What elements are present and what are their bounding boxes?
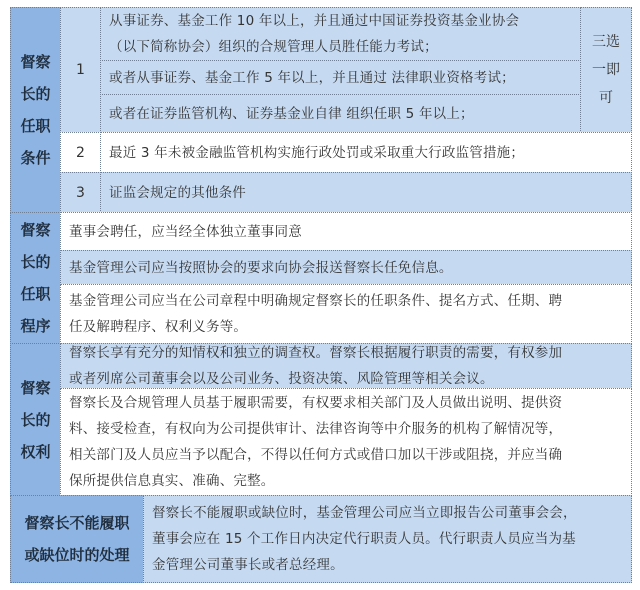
text-line: 从事证券、基金工作 10 年以上，并且通过中国证券投资基金业协会 [109, 13, 520, 29]
header-line: 督察 [20, 53, 51, 71]
text-line: 董事会应在 15 个工作日内决定代行职责人员。代行职责人员应当为基 [152, 531, 576, 547]
header-line: 条件 [20, 149, 51, 167]
note-line: 可 [599, 90, 613, 106]
text-line: 或者从事证券、基金工作 5 年以上，并且通过 法律职业资格考试； [109, 69, 515, 86]
text-line: 督察长不能履职或缺位时，基金管理公司应当立即报告公司董事会会， [152, 505, 577, 521]
qualification-item-1b [100, 60, 581, 95]
header-line: 权利 [20, 442, 51, 461]
text-line: 证监会规定的其他条件 [109, 184, 246, 201]
row-number-3 [60, 172, 101, 213]
header-line: 督察长不能履职 [24, 514, 130, 532]
procedure-item-2 [60, 250, 632, 285]
rights-item-2 [60, 388, 632, 496]
rights-item-1 [60, 343, 632, 389]
header-line: 长的 [20, 253, 51, 271]
header-line: 任职 [20, 117, 51, 135]
row-number: 2 [76, 144, 85, 161]
text-line: 董事会聘任，应当经全体独立董事同意 [69, 223, 302, 240]
text-line: 或者列席公司董事会以及公司业务、投资决策、风险管理等相关会议。 [69, 371, 494, 387]
header-line: 长的 [20, 85, 51, 103]
text-line: 料、接受检查，有权向为公司提供审计、法律咨询等中介服务的机构了解情况等， [69, 421, 563, 437]
absence-item-1 [143, 495, 632, 583]
text-line: 保所提供信息真实、准确、完整。 [69, 473, 275, 489]
text-line: 金管理公司董事长或者总经理。 [152, 557, 344, 573]
section-header-rights [10, 343, 61, 496]
row-number-1 [60, 7, 101, 133]
text-line: 基金管理公司应当在公司章程中明确规定督察长的任职条件、提名方式、任期、聘 [69, 293, 563, 309]
section-header-qualifications [10, 7, 61, 213]
text-line: （以下简称协会）组织的合规管理人员胜任能力考试； [109, 39, 438, 55]
procedure-item-1 [60, 212, 632, 251]
header-line: 或缺位时的处理 [24, 546, 130, 564]
row-number: 1 [76, 62, 85, 78]
text-line: 督察长及合规管理人员基于履职需要，有权要求相关部门及人员做出说明、提供资 [69, 395, 563, 411]
header-line: 督察 [20, 221, 51, 239]
header-line: 长的 [20, 410, 51, 429]
text-line: 任及解聘程序、权利义务等。 [69, 319, 248, 335]
row-number-2 [60, 132, 101, 173]
text-line: 督察长享有充分的知情权和独立的调查权。督察长根据履行职责的需要，有权参加 [69, 345, 563, 361]
qualification-item-2 [100, 132, 632, 173]
procedure-item-3 [60, 284, 632, 344]
section-header-absence [10, 495, 144, 583]
choose-one-note [580, 7, 632, 133]
qualification-item-1c [100, 94, 581, 133]
header-line: 程序 [20, 317, 51, 335]
row-number: 3 [76, 184, 85, 201]
qualification-item-1a [100, 7, 581, 61]
text-line: 基金管理公司应当按照协会的要求向协会报送督察长任免信息。 [69, 259, 453, 276]
qualification-item-3 [100, 172, 632, 213]
text-line: 最近 3 年未被金融监管机构实施行政处罚或采取重大行政监管措施； [109, 144, 525, 161]
header-line: 任职 [20, 285, 51, 303]
text-line: 或者在证券监管机构、证券基金业自律 组织任职 5 年以上； [109, 105, 474, 122]
header-line: 督察 [20, 378, 51, 397]
note-line: 三选 [592, 34, 620, 50]
section-header-procedure [10, 212, 61, 344]
text-line: 相关部门及人员应当予以配合，不得以任何方式或借口加以干涉或阻挠，并应当确 [69, 447, 563, 463]
note-line: 一即 [592, 62, 620, 78]
